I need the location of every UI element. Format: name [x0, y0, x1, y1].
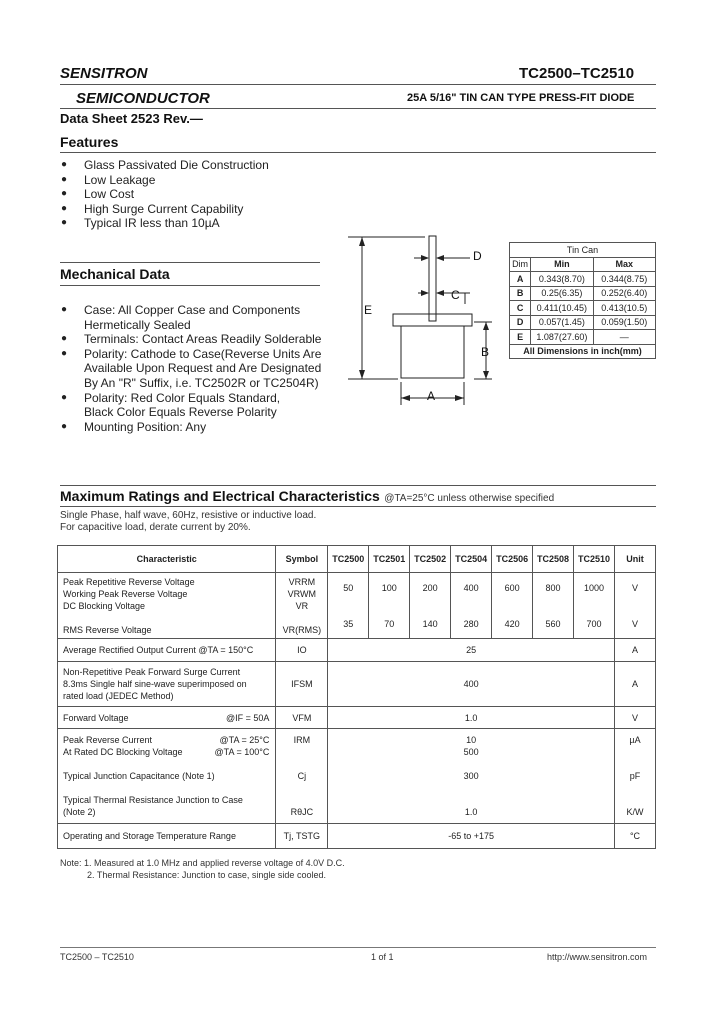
- package-outline-diagram: [340, 228, 510, 413]
- dim-label-e: E: [364, 303, 373, 317]
- list-item: ● Low Cost: [61, 187, 135, 202]
- table-row: Average Rectified Output Current @TA = 150°C IO 25 A: [58, 639, 656, 662]
- mechanical-divider: [60, 285, 320, 286]
- features-list: [59, 158, 339, 231]
- table-row: D 0.057(1.45) 0.059(1.50): [510, 315, 656, 330]
- dim-table-footer: All Dimensions in inch(mm): [510, 344, 656, 359]
- footer-url[interactable]: http://www.sensitron.com: [547, 952, 648, 962]
- table-row: E 1.087(27.60) —: [510, 330, 656, 345]
- can-body: [401, 326, 464, 378]
- mechanical-list: [59, 303, 359, 434]
- ratings-table: [57, 545, 656, 849]
- ratings-note-1: Single Phase, half wave, 60Hz, resistive or inductive load.: [60, 510, 317, 521]
- ratings-title: Maximum Ratings and Electrical Characteristics: [60, 488, 380, 504]
- dim-label-c: C: [451, 288, 460, 302]
- table-row: Forward Voltage @IF = 50A VFM 1.0 V: [58, 707, 656, 729]
- dim-label-a: A: [427, 389, 436, 403]
- list-item: ● Case: All Copper Case and Components Hermetically Sealed: [61, 303, 301, 332]
- ratings-divider: [60, 506, 656, 507]
- table-row: Peak Reverse Current @TA = 25°C At Rated DC Blocking Voltage @TA = 100°C Typical Junction Capacitance (Note 1) Typical Thermal Resistance Junction to Case (Note 2) IRM Cj RθJC 10 500 300 1.0 µA pF K/W: [58, 729, 656, 824]
- ratings-divider-top: [60, 485, 656, 486]
- list-item: ● Low Leakage: [61, 172, 156, 187]
- ratings-condition: @TA=25°C unless otherwise specified: [384, 493, 555, 504]
- list-item: ● Polarity: Red Color Equals Standard, Black Color Equals Reverse Polarity: [61, 390, 281, 420]
- company-name-line2: SEMICONDUCTOR: [76, 90, 210, 107]
- dimension-table: [509, 242, 656, 359]
- list-item: ● High Surge Current Capability: [61, 201, 244, 216]
- header-divider: [60, 84, 656, 85]
- header-divider-2: [60, 108, 656, 109]
- footer-left: TC2500 – TC2510: [60, 952, 134, 962]
- ratings-heading: [60, 488, 554, 506]
- list-item: ● Polarity: Cathode to Case(Reverse Units Are Available Upon Request and Are Designated By An "R" Suffix, i.e. TC2502R or TC2504R): [61, 346, 322, 390]
- table-header-row: Characteristic Symbol TC2500 TC2501 TC2502 TC2504 TC2506 TC2508 TC2510 Unit: [58, 546, 656, 573]
- table-row: Dim Min Max: [510, 257, 656, 272]
- company-name-line1: SENSITRON: [60, 65, 148, 82]
- table-row: Peak Repetitive Reverse Voltage Working Peak Reverse Voltage DC Blocking Voltage RMS Reverse Voltage VRRM VRWM VR VR(RMS) 50 35 100 70 200 140 400 280 600 420 800 560 1000 700 V V: [58, 573, 656, 639]
- features-title: Features: [60, 134, 119, 150]
- features-divider: [60, 152, 656, 153]
- part-description: 25A 5/16" TIN CAN TYPE PRESS-FIT DIODE: [407, 92, 635, 104]
- table-row: Non-Repetitive Peak Forward Surge Current 8.3ms Single half sine-wave superimposed on rated load (JEDEC Method) IFSM 400 A: [58, 662, 656, 707]
- table-row: B 0.25(6.35) 0.252(6.40): [510, 286, 656, 301]
- table-row: Operating and Storage Temperature Range Tj, TSTG -65 to +175 °C: [58, 824, 656, 849]
- list-item: ● Glass Passivated Die Construction: [61, 158, 269, 172]
- table-row: C 0.411(10.45) 0.413(10.5): [510, 301, 656, 316]
- dim-label-d: D: [473, 249, 482, 263]
- note-1: Note: 1. Measured at 1.0 MHz and applied reverse voltage of 4.0V D.C.: [60, 858, 345, 868]
- list-item: ● Terminals: Contact Areas Readily Solderable: [61, 332, 322, 347]
- note-2: 2. Thermal Resistance: Junction to case, single side cooled.: [87, 870, 326, 880]
- part-range: TC2500–TC2510: [519, 65, 635, 82]
- datasheet-number: Data Sheet 2523 Rev.—: [60, 111, 203, 126]
- can-flange: [393, 314, 472, 326]
- list-item: ● Typical IR less than 10µA: [61, 216, 220, 231]
- table-row: A 0.343(8.70) 0.344(8.75): [510, 272, 656, 287]
- footer-divider: [60, 947, 656, 948]
- ratings-note-2: For capacitive load, derate current by 20%.: [60, 522, 251, 533]
- list-item: ● Mounting Position: Any: [61, 419, 207, 434]
- mechanical-title: Mechanical Data: [60, 266, 170, 282]
- footer-page: 1 of 1: [371, 952, 394, 962]
- dim-table-title: Tin Can: [510, 243, 656, 258]
- dim-label-b: B: [481, 345, 490, 359]
- lead-wire: [429, 236, 436, 321]
- mechanical-divider-top: [60, 262, 320, 263]
